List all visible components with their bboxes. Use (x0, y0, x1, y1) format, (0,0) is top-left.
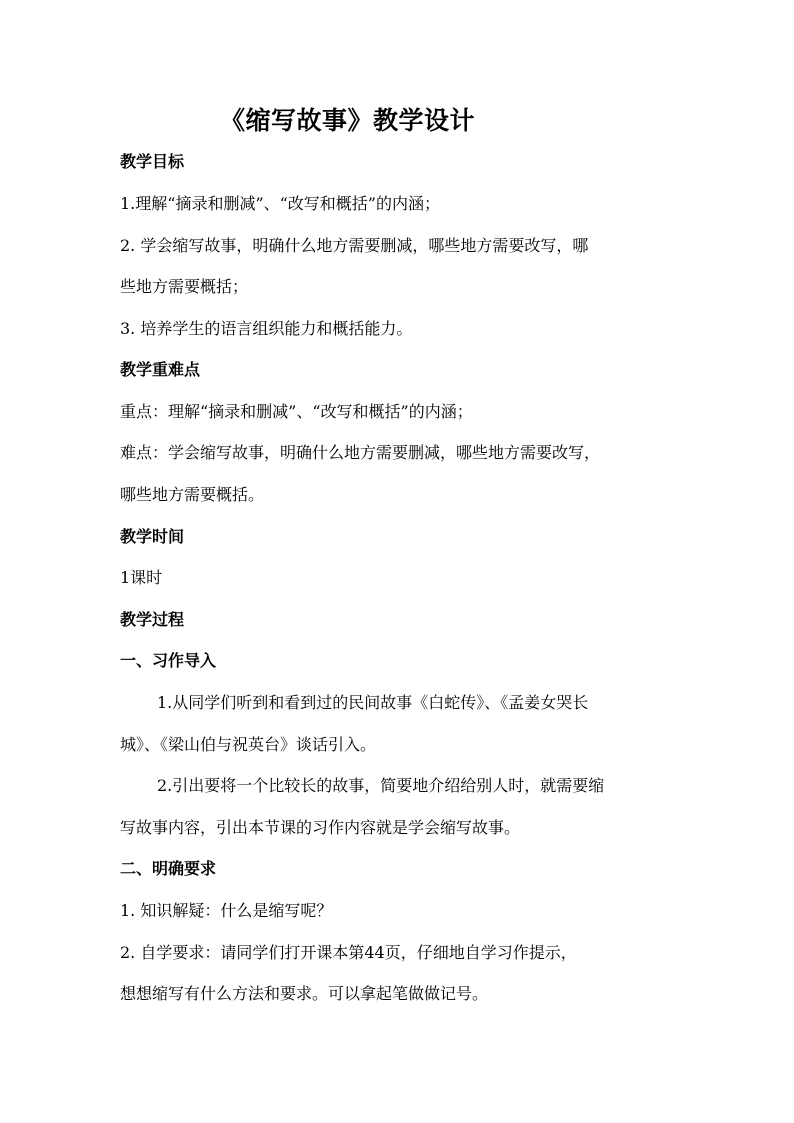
section-heading-teaching-process: 教学过程 (120, 610, 185, 629)
intro-line-2: 2.引出要将一个比较长的故事，简要地介绍给别人时，就需要缩 (157, 776, 605, 795)
requirement-line-2: 2. 自学要求：请同学们打开课本第44页，仔细地自学习作提示， (120, 943, 577, 962)
section-heading-clarify-requirements: 二、明确要求 (120, 859, 217, 878)
intro-line-1: 1.从同学们听到和看到过的民间故事《白蛇传》、《孟姜女哭长 (157, 693, 589, 712)
requirement-line-1: 1. 知识解疑：什么是缩写呢？ (120, 901, 333, 920)
section-heading-teaching-time: 教学时间 (120, 527, 185, 546)
key-point-line: 重点：理解“摘录和删减”、“改写和概括”的内涵； (120, 402, 473, 421)
teaching-time-line: 1课时 (120, 568, 163, 587)
section-heading-writing-intro: 一、习作导入 (120, 651, 217, 670)
requirement-line-2-continued: 想想缩写有什么方法和要求。可以拿起笔做做记号。 (120, 984, 489, 1003)
document-title: 《缩写故事》教学设计 (220, 106, 476, 135)
difficult-point-line-continued: 哪些地方需要概括。 (120, 485, 265, 504)
objective-line-2-continued: 些地方需要概括； (120, 277, 249, 296)
objective-line-3: 3. 培养学生的语言组织能力和概括能力。 (120, 319, 413, 338)
objective-line-2: 2. 学会缩写故事，明确什么地方需要删减，哪些地方需要改写，哪 (120, 236, 589, 255)
difficult-point-line: 难点：学会缩写故事，明确什么地方需要删减，哪些地方需要改写， (120, 443, 601, 462)
section-heading-key-difficult-points: 教学重难点 (120, 360, 201, 379)
intro-line-2-continued: 写故事内容，引出本节课的习作内容就是学会缩写故事。 (120, 818, 521, 837)
intro-line-1-continued: 城》、《梁山伯与祝英台》谈话引入。 (120, 735, 377, 754)
section-heading-objectives: 教学目标 (120, 152, 185, 171)
objective-line-1: 1.理解“摘录和删减”、“改写和概括”的内涵； (120, 194, 440, 213)
